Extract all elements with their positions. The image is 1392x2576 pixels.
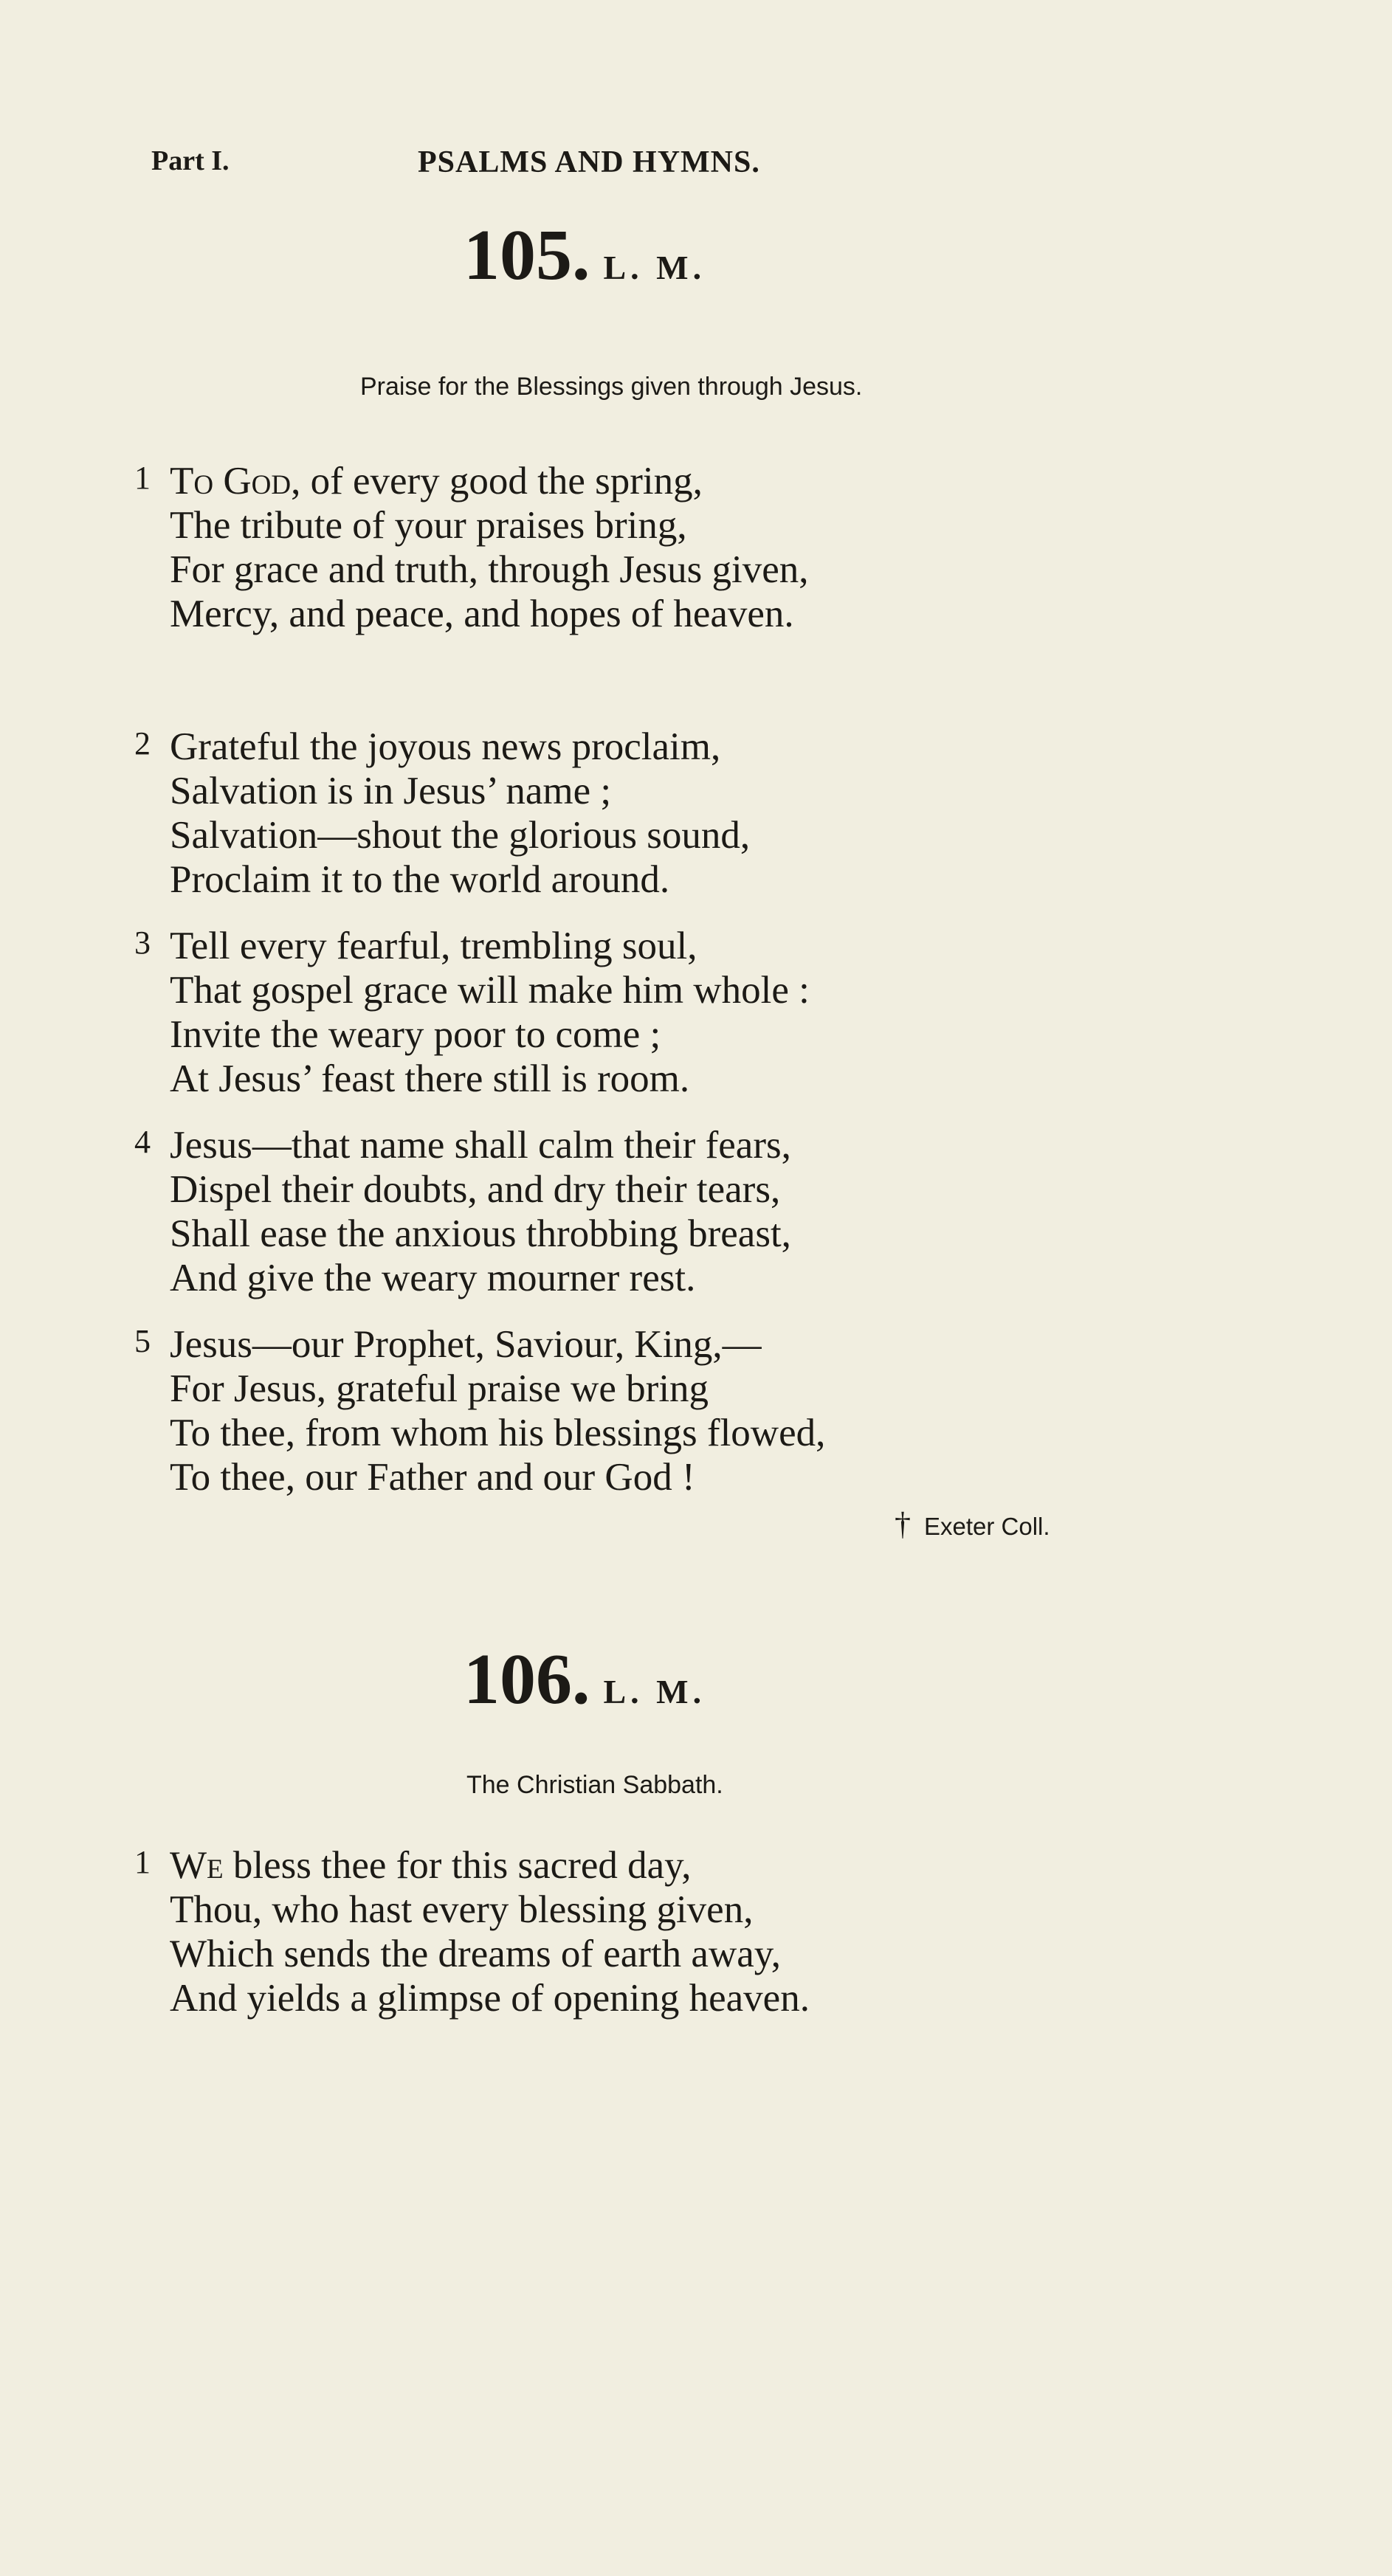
first-line-rest: bless thee for this sacred day,	[223, 1844, 692, 1887]
verse-line	[170, 1843, 810, 1888]
verse-line: That gospel grace will make him whole :	[170, 969, 810, 1012]
verse-line: Dispel their doubts, and dry their tears,	[170, 1168, 781, 1211]
hymn-meter: L. M.	[603, 1673, 706, 1710]
verse-line: Invite the weary poor to come ;	[170, 1013, 661, 1056]
verse-line: Grateful the joyous news proclaim,	[170, 725, 721, 768]
hymn-105-verse-5	[134, 1322, 826, 1499]
verse-line	[170, 459, 809, 503]
lead-small-caps: To God	[170, 460, 292, 503]
verse-line: Shall ease the anxious throbbing breast,	[170, 1212, 791, 1255]
verse-line: To thee, our Father and our God !	[170, 1456, 695, 1499]
hymn-number-text: 106.	[464, 1640, 590, 1719]
verse-number: 4	[134, 1124, 151, 1160]
hymn-106-verse-1	[134, 1843, 810, 2020]
verse-line: Proclaim it to the world around.	[170, 858, 670, 901]
verse-line: Thou, who hast every blessing given,	[170, 1888, 754, 1931]
verse-line: Salvation—shout the glorious sound,	[170, 814, 751, 857]
verse-number: 1	[134, 460, 151, 496]
verse-number: 1	[134, 1844, 151, 1880]
verse-line: To thee, from whom his blessings flowed,	[170, 1412, 826, 1454]
hymn-106-subtitle: The Christian Sabbath.	[466, 1771, 723, 1799]
hymn-105-verse-2	[134, 725, 751, 902]
first-line-rest: , of every good the spring,	[291, 460, 703, 503]
verse-number: 3	[134, 925, 151, 961]
source-text: Exeter Coll.	[924, 1513, 1050, 1540]
verse-line: Jesus—that name shall calm their fears,	[170, 1124, 791, 1167]
hymn-number-text: 105.	[464, 215, 590, 295]
verse-line: Which sends the dreams of earth away,	[170, 1933, 782, 1975]
verse-line: And yields a glimpse of opening heaven.	[170, 1977, 810, 2020]
hymn-105-number	[464, 214, 706, 297]
book-title: PSALMS AND HYMNS.	[418, 145, 760, 179]
hymn-105-source	[895, 1505, 1050, 1543]
verse-number: 5	[134, 1323, 151, 1359]
dagger-mark: †	[895, 1506, 911, 1542]
running-header	[0, 145, 1392, 189]
hymn-105-verse-3	[134, 924, 810, 1101]
verse-line: At Jesus’ feast there still is room.	[170, 1057, 690, 1100]
verse-line: Tell every fearful, trembling soul,	[170, 925, 697, 967]
verse-line: Mercy, and peace, and hopes of heaven.	[170, 593, 794, 635]
hymn-105-subtitle: Praise for the Blessings given through Jesus.	[360, 373, 863, 401]
lead-small-caps: We	[170, 1844, 224, 1887]
part-label: Part I.	[151, 145, 230, 176]
verse-line: For Jesus, grateful praise we bring	[170, 1367, 709, 1410]
hymn-105-verse-1	[134, 459, 809, 636]
verse-line: For grace and truth, through Jesus given,	[170, 548, 809, 591]
verse-line: And give the weary mourner rest.	[170, 1257, 696, 1299]
verse-line: Salvation is in Jesus’ name ;	[170, 770, 612, 812]
verse-number: 2	[134, 725, 151, 762]
verse-line: Jesus—our Prophet, Saviour, King,—	[170, 1323, 762, 1366]
hymn-meter: L. M.	[603, 249, 706, 286]
verse-line: The tribute of your praises bring,	[170, 504, 687, 547]
hymn-106-number	[464, 1638, 706, 1721]
hymn-105-verse-4	[134, 1123, 791, 1300]
